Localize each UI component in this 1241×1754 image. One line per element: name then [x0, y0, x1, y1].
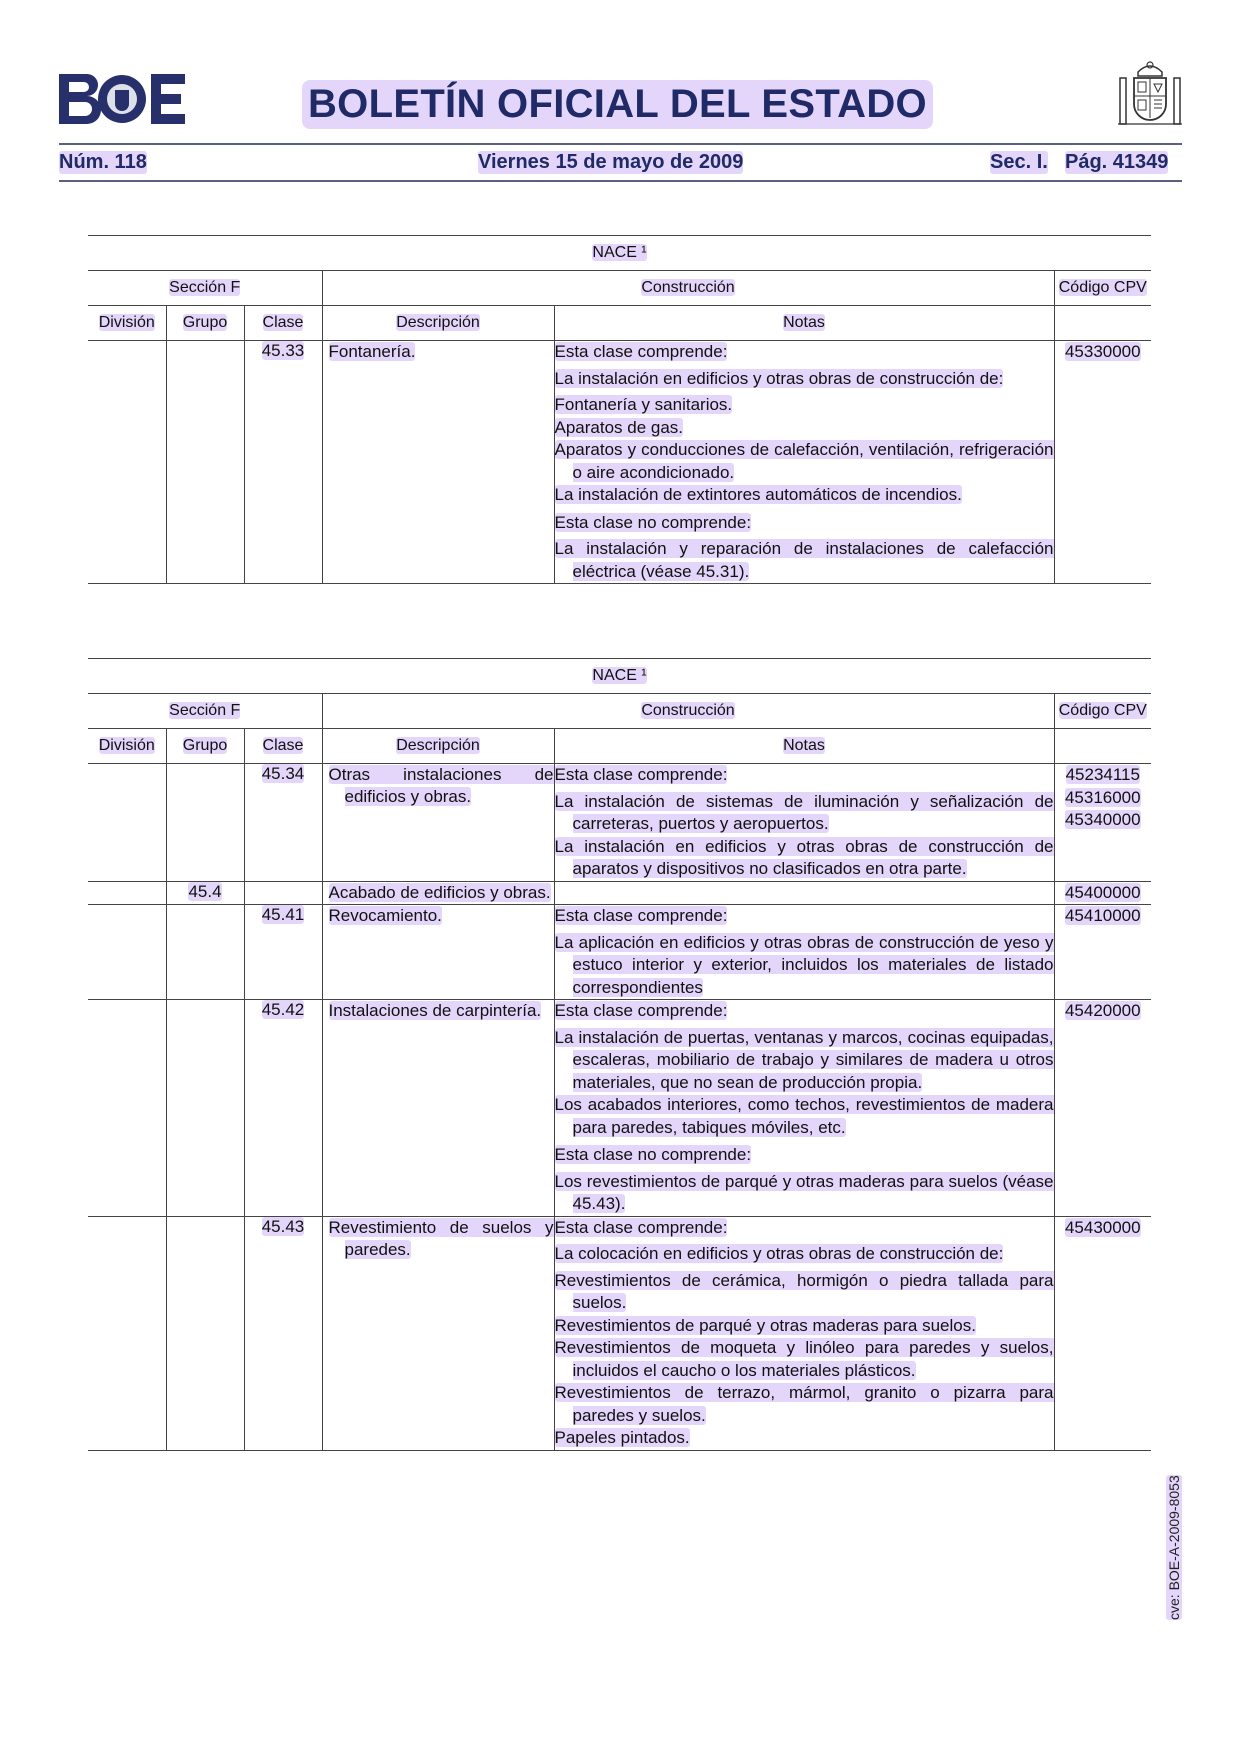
coat-of-arms-icon — [1118, 60, 1182, 132]
masthead-title: BOLETÍN OFICIAL DEL ESTADO — [302, 80, 933, 129]
notes-line: La instalación de puertas, ventanas y marcos, cocinas equipadas, escaleras, mobiliario de trabajo y similares de madera u otros materiales, que no sean de producción propia. — [554, 1027, 1054, 1092]
class-code: 45.41 — [261, 905, 305, 924]
cpv-code: 45410000 — [1064, 906, 1141, 925]
notes-line: La instalación en edificios y otras obras de construcción de aparatos y dispositivos no clasificados en otra parte. — [554, 836, 1054, 878]
division-header: División — [98, 737, 155, 754]
table-row — [88, 1216, 1151, 1450]
class-code: 45.42 — [261, 1000, 305, 1019]
class-header: Clase — [262, 737, 304, 754]
issue-number: Núm. 118 — [59, 151, 147, 173]
notes-line: Fontanería y sanitarios. — [554, 395, 733, 414]
cve-identifier: cve: BOE-A-2009-8053 — [1166, 1475, 1182, 1620]
cpv-code: 45234115 — [1065, 765, 1140, 784]
boe-logo — [59, 74, 185, 124]
table-row — [88, 764, 1151, 882]
table-row — [88, 1000, 1151, 1217]
group-header: Grupo — [182, 737, 228, 754]
notes-line: Revestimientos de terrazo, mármol, granito o pizarra para paredes y suelos. — [554, 1383, 1054, 1425]
notes-line: Esta clase no comprende: — [554, 1145, 752, 1164]
class-code: 45.33 — [261, 341, 305, 360]
notes-line: Revestimientos de cerámica, hormigón o piedra tallada para suelos. — [554, 1270, 1054, 1312]
nace-label: NACE ¹ — [592, 244, 647, 261]
page-number: Pág. 41349 — [1065, 151, 1169, 173]
cpv-code: 45400000 — [1064, 882, 1141, 902]
description-header: Descripción — [396, 314, 480, 331]
division-header: División — [98, 314, 155, 331]
notes-line: Esta clase comprende: — [554, 342, 728, 361]
class-description: Revocamiento. — [328, 906, 442, 925]
header-rule-top — [59, 143, 1182, 145]
class-description: Fontanería. — [328, 342, 416, 361]
cpv-code: 45340000 — [1064, 810, 1141, 829]
class-header: Clase — [262, 314, 304, 331]
section-f-label: Sección F — [169, 279, 241, 296]
notes-line: Aparatos y conducciones de calefacción, ventilación, refrigeración o aire acondicionado. — [554, 440, 1054, 482]
notes-line: La colocación en edificios y otras obras de construcción de: — [554, 1244, 1004, 1263]
notes-line: Los acabados interiores, como techos, revestimientos de madera para paredes, tabiques móviles, etc. — [554, 1095, 1054, 1137]
class-description: Instalaciones de carpintería. — [328, 1001, 542, 1020]
construction-label: Construcción — [641, 702, 735, 719]
notes-header: Notas — [783, 737, 825, 754]
notes-line: La instalación de extintores automáticos de incendios. — [554, 485, 962, 504]
notes-line: Revestimientos de parqué y otras maderas para suelos. — [554, 1315, 976, 1335]
cpv-code: 45330000 — [1064, 342, 1141, 361]
section-f-label: Sección F — [169, 702, 241, 719]
table-row — [88, 341, 1151, 584]
notes-line: Esta clase comprende: — [554, 1217, 728, 1237]
table-row — [88, 905, 1151, 1000]
notes-line: La instalación de sistemas de iluminación y señalización de carreteras, puertos y aeropuertos. — [554, 791, 1054, 833]
notes-line: Los revestimientos de parqué y otras maderas para suelos (véase 45.43). — [554, 1171, 1054, 1213]
class-description: Revestimiento de suelos y paredes. — [328, 1217, 554, 1259]
class-code: 45.34 — [261, 764, 305, 783]
nace-table-2 — [88, 658, 1151, 1451]
notes-header: Notas — [783, 314, 825, 331]
cpv-code: 45430000 — [1064, 1217, 1141, 1237]
description-header: Descripción — [396, 737, 480, 754]
notes-line: Revestimientos de moqueta y linóleo para paredes y suelos, incluidos el caucho o los materiales plásticos. — [554, 1338, 1054, 1380]
notes-line: Papeles pintados. — [554, 1428, 690, 1447]
notes-line: Esta clase comprende: — [554, 1001, 728, 1020]
issue-date: Viernes 15 de mayo de 2009 — [478, 151, 744, 173]
notes-line: Esta clase comprende: — [554, 906, 728, 925]
construction-label: Construcción — [641, 279, 735, 296]
cpv-code: 45316000 — [1064, 787, 1141, 807]
notes-line: Esta clase no comprende: — [554, 512, 752, 532]
nace-label: NACE ¹ — [592, 667, 647, 684]
header-rule-bottom — [59, 180, 1182, 182]
nace-table-1 — [88, 235, 1151, 584]
section-label: Sec. I. — [990, 151, 1048, 173]
notes-line: La aplicación en edificios y otras obras de construcción de yeso y estuco interior y exterior, incluidos los materiales de listado correspondientes — [554, 932, 1054, 997]
group-code: 45.4 — [188, 881, 222, 901]
notes-line: La instalación y reparación de instalaciones de calefacción eléctrica (véase 45.31). — [554, 539, 1054, 581]
cpv-header: Código CPV — [1058, 702, 1147, 719]
group-header: Grupo — [182, 314, 228, 331]
notes-line: Esta clase comprende: — [554, 765, 728, 784]
notes-line: La instalación en edificios y otras obras de construcción de: — [554, 368, 1004, 388]
table-row — [88, 881, 1151, 905]
cpv-code: 45420000 — [1064, 1001, 1141, 1020]
class-description: Otras instalaciones de edificios y obras. — [328, 765, 554, 806]
cpv-header: Código CPV — [1058, 279, 1147, 296]
class-code: 45.43 — [261, 1216, 305, 1236]
notes-line: Aparatos de gas. — [554, 417, 684, 437]
group-description: Acabado de edificios y obras. — [328, 882, 551, 902]
